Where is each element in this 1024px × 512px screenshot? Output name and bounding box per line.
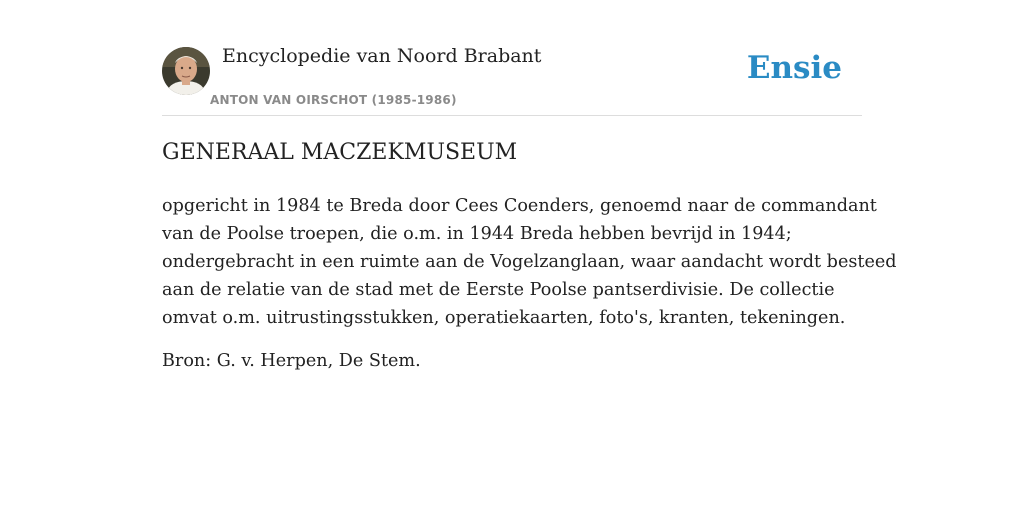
body-line: opgericht in 1984 te Breda door Cees Coenders, genoemd naar de commandant	[162, 196, 877, 216]
header-divider	[162, 115, 862, 116]
author-name[interactable]: ANTON VAN OIRSCHOT (1985-1986)	[210, 93, 457, 107]
body-line: van de Poolse troepen, die o.m. in 1944 Breda hebben bevrijd in 1944;	[162, 224, 792, 244]
brand-logo[interactable]: Ensie	[746, 50, 842, 86]
source-title[interactable]: Encyclopedie van Noord Brabant	[222, 45, 542, 67]
body-line: omvat o.m. uitrustingsstukken, operatiekaarten, foto's, kranten, tekeningen.	[162, 308, 846, 328]
body-line: aan de relatie van de stad met de Eerste Poolse pantserdivisie. De collectie	[162, 280, 835, 300]
portrait-icon	[162, 47, 210, 95]
body-line: ondergebracht in een ruimte aan de Vogelzanglaan, waar aandacht wordt besteed	[162, 252, 897, 272]
article-body	[162, 192, 897, 332]
article-headword: GENERAAL MACZEKMUSEUM	[162, 140, 518, 165]
source-note: Bron: G. v. Herpen, De Stem.	[162, 351, 421, 371]
author-avatar[interactable]	[162, 47, 210, 95]
